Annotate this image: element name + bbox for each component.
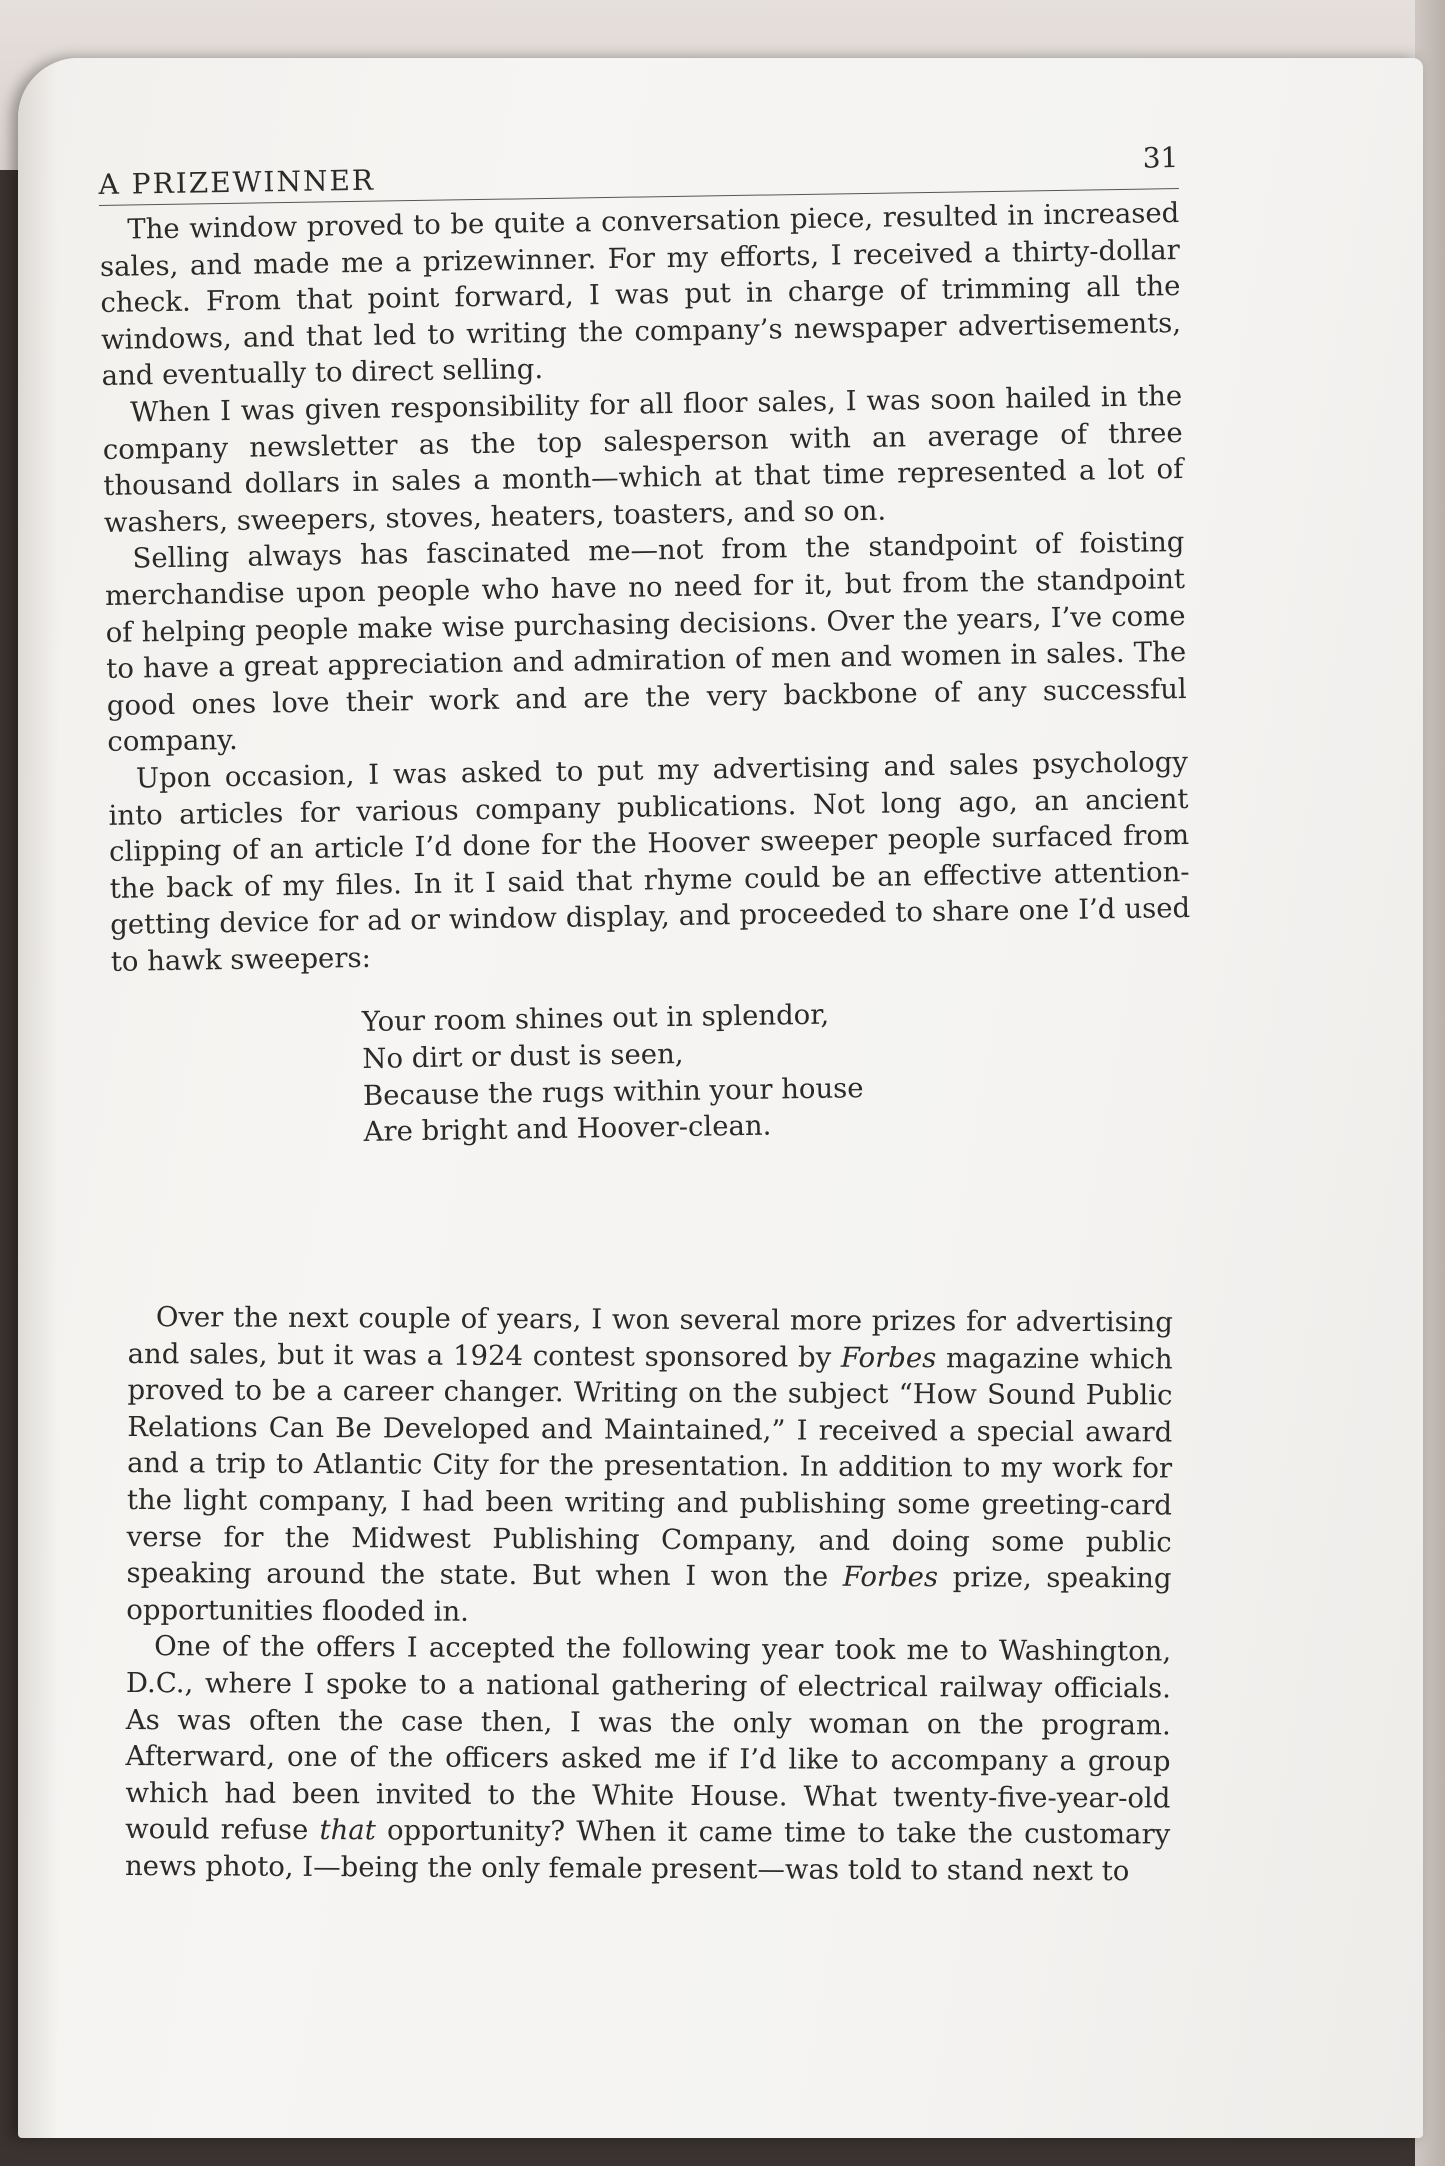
text-run: The window proved to be quite a conversation piece, resulted in increased sales, and made me a prizewinner. For my efforts, I received a thirty-dollar check. From that point forward, I was put in charge of trimming all the windows, and that led to writing the company’s newspaper advertisements, and eventually to direct selling.	[99, 197, 1182, 393]
text-run: Upon occasion, I was asked to put my advertising and sales psychology into articles for various company publications. Not long ago, an ancient clipping of an article I’d done for the Hoover sweeper people surfaced from the back of my files. In it I said that rhyme could be an effective attention-getting device for ad or window display, and proceeded to share one I’d used to hawk sweepers:	[108, 745, 1191, 978]
italic-text: Forbes	[840, 1341, 937, 1374]
text-run: One of the offers I accepted the following year took me to Washington, D.C., where I spoke to a national gathering of electrical railway officials. As was often the case then, I was the only woman on the program. Afterward, one of the officers asked me if I’d like to accompany a group which had been invited to the White House. What twenty-five-year-old would refuse	[125, 1630, 1172, 1847]
page-number: 31	[1142, 141, 1179, 175]
text-run: Selling always has fascinated me—not from the standpoint of foisting merchandise upon people who have no need for it, but from the standpoint of helping people make wise purchasing decisions. Over the years, I’ve come to have a great appreciation and admiration of men and women in sales. The good ones love their work and are the very backbone of any successful company.	[104, 526, 1187, 759]
italic-text: Forbes	[842, 1560, 939, 1594]
poem-verse	[362, 991, 1194, 1150]
upper-text-block	[98, 126, 1194, 1197]
paragraph	[126, 1299, 1173, 1634]
running-header	[98, 126, 1179, 206]
poem-line: No dirt or dust is seen,	[362, 1037, 684, 1076]
paragraph	[102, 378, 1184, 541]
paragraph	[99, 195, 1182, 395]
poem-line: Your room shines out in splendor,	[361, 999, 830, 1039]
paragraph	[125, 1628, 1171, 1890]
book-page	[18, 58, 1423, 2138]
text-run: opportunity? When it came time to take the customary news photo, I—being the only female present—was told to stand next to	[124, 1814, 1171, 1888]
body-paragraphs-bottom	[125, 1299, 1173, 1890]
text-run: Over the next couple of years, I won several more prizes for advertising and sales, but it was a 1924 contest sponsored by	[127, 1301, 1173, 1374]
body-paragraphs-top	[99, 195, 1191, 980]
italic-text: that	[319, 1814, 376, 1847]
poem-line: Because the rugs within your house	[362, 1071, 864, 1112]
text-run: magazine which proved to be a career changer. Writing on the subject “How Sound Public Relations Can Be Developed and Maintained,” I received a special award and a trip to Atlantic City for the presentation. In addition to my work for the light company, I had been writing and publishing some greeting-card verse for the Midwest Publishing Company, and doing some public speaking around the state. But when I won the	[126, 1341, 1173, 1593]
paragraph	[108, 744, 1191, 980]
text-run: When I was given responsibility for all floor sales, I was soon hailed in the company newsletter as the top salesperson with an average of three thousand dollars in sales a month—which at that time represented a lot of washers, sweepers, stoves, heaters, toasters, and so on.	[102, 379, 1184, 539]
poem-line: Are bright and Hoover-clean.	[363, 1109, 772, 1149]
paragraph	[104, 524, 1187, 760]
text-run: prize, speaking opportunities flooded in.	[126, 1561, 1172, 1628]
gutter-shadow	[18, 58, 58, 2138]
chapter-title: A PRIZEWINNER	[98, 163, 376, 201]
lower-text-block	[125, 1293, 1173, 1890]
